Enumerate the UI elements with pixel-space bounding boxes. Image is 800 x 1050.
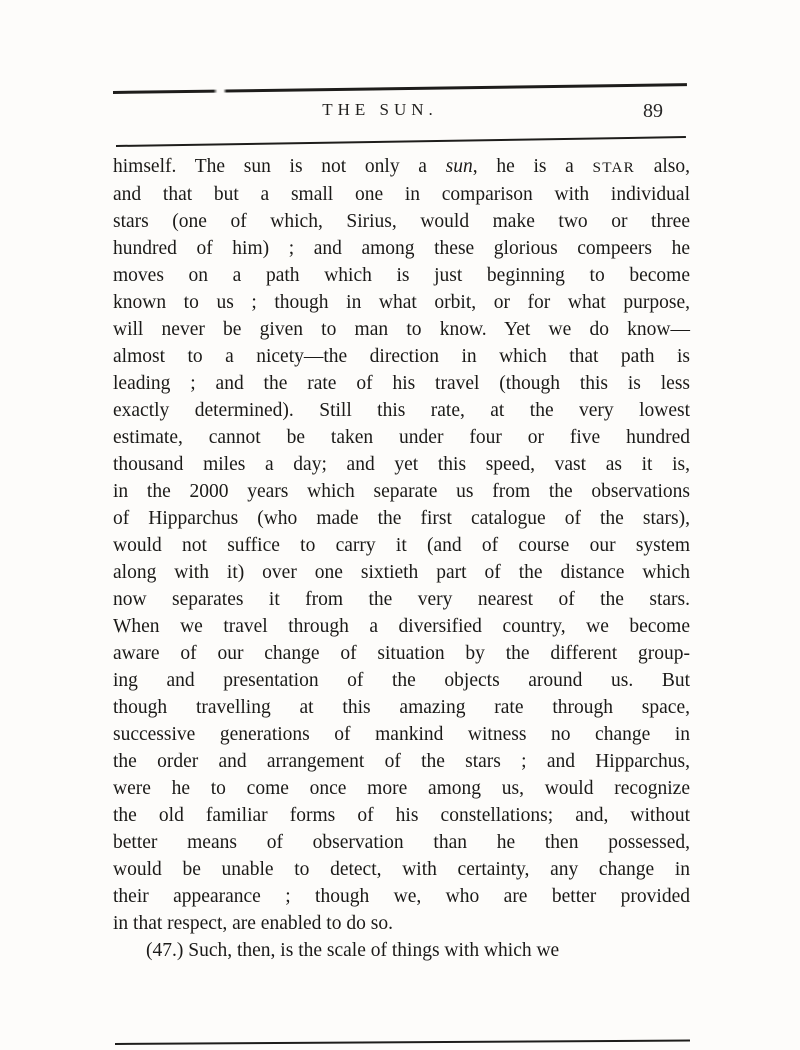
text-line: [113, 262, 690, 289]
text-line: [113, 910, 690, 937]
body-text: their appearance ; though we, who are better provided: [113, 886, 690, 907]
body-text: though travelling at this amazing rate through space,: [113, 697, 690, 718]
body-text: in that respect, are enabled to do so.: [113, 913, 393, 934]
text-line: [113, 802, 690, 829]
body-text: better means of observation than he then possessed,: [113, 832, 690, 853]
text-line: [113, 532, 690, 559]
body-text: almost to a nicety—the direction in which that path is: [113, 346, 690, 367]
body-text: will never be given to man to know. Yet we do know—: [113, 319, 690, 340]
body-text: When we travel through a diversified country, we become: [113, 616, 690, 637]
body-text: ing and presentation of the objects around us. But: [113, 670, 690, 691]
text-line: [113, 829, 690, 856]
body-text: would be unable to detect, with certainty, any change in: [113, 859, 690, 880]
body-text: stars (one of which, Sirius, would make two or three: [113, 211, 690, 232]
body-text: thousand miles a day; and yet this speed, vast as it is,: [113, 454, 690, 475]
body-text: known to us ; though in what orbit, or for what purpose,: [113, 292, 690, 313]
body-text: the old familiar forms of his constellations; and, without: [113, 805, 690, 826]
body-text: (47.) Such, then, is the scale of things with which we: [146, 940, 560, 961]
text-line: [113, 856, 690, 883]
body-text: were he to come once more among us, would recognize: [113, 778, 690, 799]
body-text: aware of our change of situation by the different group-: [113, 643, 690, 664]
body-text: moves on a path which is just beginning to become: [113, 265, 690, 286]
body-text: now separates it from the very nearest of the stars.: [113, 589, 690, 610]
body-text: himself. The sun is not only a: [113, 156, 446, 177]
text-line: [113, 343, 690, 370]
header-rule-top: [113, 83, 687, 94]
body-text: along with it) over one sixtieth part of the distance which: [113, 562, 690, 583]
text-line: [113, 586, 690, 613]
text-line: [113, 775, 690, 802]
text-line: [113, 694, 690, 721]
body-text: also,: [635, 156, 690, 177]
header-rule-bottom: [116, 136, 686, 147]
text-line: [113, 235, 690, 262]
text-line: [113, 748, 690, 775]
text-line: [113, 208, 690, 235]
body-text: would not suffice to carry it (and of course our system: [113, 535, 690, 556]
body-text: , he is a: [472, 156, 593, 177]
body-text: successive generations of mankind witness no change in: [113, 724, 690, 745]
page-text: [113, 153, 690, 964]
text-line: [113, 181, 690, 208]
body-text: the order and arrangement of the stars ; and Hipparchus,: [113, 751, 690, 772]
running-header: [113, 100, 687, 126]
text-line: [113, 316, 690, 343]
running-head-title: THE SUN.: [322, 100, 438, 119]
text-line: [113, 937, 690, 964]
body-text: exactly determined). Still this rate, at the very lowest: [113, 400, 690, 421]
text-line: [113, 153, 690, 181]
text-line: [113, 424, 690, 451]
text-line: [113, 397, 690, 424]
text-line: [113, 370, 690, 397]
text-line: [113, 721, 690, 748]
text-line: [113, 451, 690, 478]
body-text: hundred of him) ; and among these glorious compeers he: [113, 238, 690, 259]
body-text: leading ; and the rate of his travel (though this is less: [113, 373, 690, 394]
text-line: [113, 640, 690, 667]
footer-rule: [115, 1039, 690, 1045]
italic-text: sun: [445, 156, 473, 177]
page-number: 89: [643, 100, 663, 122]
text-line: [113, 667, 690, 694]
text-line: [113, 559, 690, 586]
text-line: [113, 883, 690, 910]
text-line: [113, 505, 690, 532]
small-caps-text: STAR: [592, 159, 635, 176]
body-text: estimate, cannot be taken under four or five hundred: [113, 427, 690, 448]
text-line: [113, 613, 690, 640]
body-text: and that but a small one in comparison with individual: [113, 184, 690, 205]
text-line: [113, 289, 690, 316]
body-text: of Hipparchus (who made the first catalogue of the stars),: [113, 508, 690, 529]
body-text: in the 2000 years which separate us from the observations: [113, 481, 690, 502]
text-line: [113, 478, 690, 505]
